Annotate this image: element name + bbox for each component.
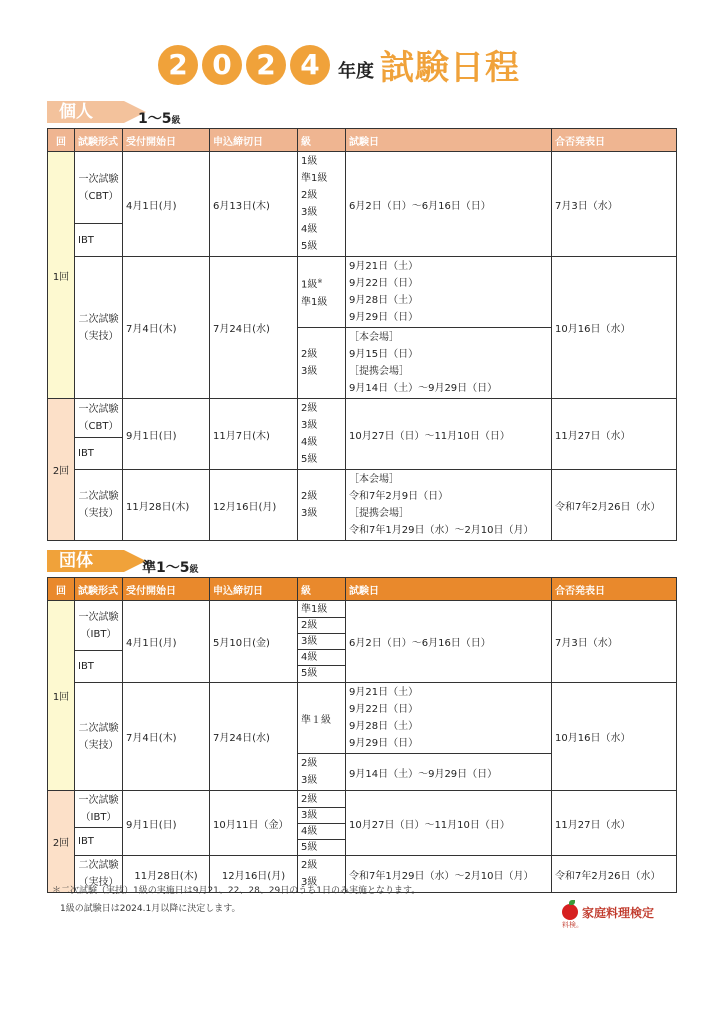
grade-text: 4級 <box>298 650 345 666</box>
col-header: 試験形式 <box>75 578 123 601</box>
result-date-cell: 11月27日（水） <box>552 399 677 470</box>
format-cell: IBT <box>75 438 123 470</box>
group-grade-range <box>142 557 199 577</box>
start-date-cell: 9月1日(日) <box>123 791 210 856</box>
format-cell: IBT <box>75 651 123 683</box>
result-date-cell: 11月27日（水） <box>552 791 677 856</box>
end-date-cell: 6月13日(木) <box>210 152 298 257</box>
end-date-cell: 11月7日(木) <box>210 399 298 470</box>
apple-icon <box>562 904 578 920</box>
grade-range-text: 準1～5 <box>142 560 190 576</box>
table-row <box>48 399 677 438</box>
end-date-cell: 7月24日(水) <box>210 257 298 399</box>
grade-text: 5級 <box>301 668 318 679</box>
result-date-cell: 10月16日（水） <box>552 257 677 399</box>
col-header: 合否発表日 <box>552 129 677 152</box>
title-digit: 2 <box>246 45 286 85</box>
grade-text: 2級 <box>298 618 345 634</box>
format-cell: 二次試験 （実技） <box>75 470 123 541</box>
grade-range-text: 1～5 <box>138 111 172 127</box>
end-date-cell: 7月24日(水) <box>210 683 298 791</box>
title-main: 試験日程 <box>380 48 520 88</box>
start-date-cell: 7月4日(木) <box>123 683 210 791</box>
start-date-cell: 11月28日(木) <box>123 470 210 541</box>
format-cell: 一次試験 （CBT） <box>75 152 123 224</box>
format-cell: 一次試験 （IBT） <box>75 791 123 828</box>
grade-cell: 2級 3級 <box>298 856 346 893</box>
brand-logo <box>560 900 660 930</box>
exam-date-cell: 9月21日（土） 9月22日（日） 9月28日（土） 9月29日（日） <box>346 683 552 754</box>
grade-text: 2級 <box>298 792 345 808</box>
grade-suffix: 級 <box>189 565 199 575</box>
grade-text: 3級 <box>298 808 345 824</box>
result-date-cell: 令和7年2月26日（水） <box>552 470 677 541</box>
table-row <box>48 257 677 328</box>
note-mark: ※ <box>317 278 323 286</box>
result-date-cell: 10月16日（水） <box>552 683 677 791</box>
end-date-cell: 12月16日(月) <box>210 470 298 541</box>
format-cell: IBT <box>75 224 123 257</box>
end-date-cell: 12月16日(月) <box>210 856 298 893</box>
format-cell: 一次試験 （CBT） <box>75 399 123 438</box>
exam-date-cell: 6月2日（日）～6月16日（日） <box>346 152 552 257</box>
table-header-row <box>48 129 677 152</box>
exam-date-cell: ［本会場］ 令和7年2月9日（日） ［提携会場］ 令和7年1月29日（水）～2月10日（月） <box>346 470 552 541</box>
table-row <box>48 152 677 224</box>
exam-date-cell: 10月27日（日）～11月10日（日） <box>346 399 552 470</box>
grade-cell: 1級 準1級 2級 3級 4級 5級 <box>298 152 346 257</box>
table-row <box>48 470 677 541</box>
col-header: 級 <box>298 129 346 152</box>
end-date-cell: 10月11日（金） <box>210 791 298 856</box>
grade-cell: 2級 3級 4級 5級 <box>298 399 346 470</box>
table-row <box>48 683 677 754</box>
grade-cell <box>298 791 346 856</box>
grade-suffix: 級 <box>171 116 181 126</box>
col-header: 試験日 <box>346 129 552 152</box>
individual-grade-range <box>138 108 181 128</box>
exam-date-cell: 9月21日（土） 9月22日（日） 9月28日（土） 9月29日（日） <box>346 257 552 328</box>
start-date-cell: 4月1日(月) <box>123 601 210 683</box>
title-digit: 4 <box>290 45 330 85</box>
format-cell: 一次試験 （IBT） <box>75 601 123 651</box>
table-header-row <box>48 578 677 601</box>
logo-text: 家庭料理検定 <box>582 906 655 920</box>
section-tag-individual: 個人 <box>47 101 124 123</box>
exam-date-cell: 10月27日（日）～11月10日（日） <box>346 791 552 856</box>
footnote-1: ＊二次試験（実技）1級の実施日は9月21、22、28、29日のうち1日のみ実施となります。 <box>52 886 421 896</box>
title-suffix: 年度 <box>338 60 374 82</box>
title-digit: 2 <box>158 45 198 85</box>
format-cell: IBT <box>75 828 123 856</box>
col-header: 受付開始日 <box>123 578 210 601</box>
col-header: 申込締切日 <box>210 578 298 601</box>
start-date-cell: 11月28日(木) <box>123 856 210 893</box>
start-date-cell: 7月4日(木) <box>123 257 210 399</box>
col-header: 試験日 <box>346 578 552 601</box>
col-header: 試験形式 <box>75 129 123 152</box>
start-date-cell: 4月1日(月) <box>123 152 210 257</box>
table-row <box>48 601 677 651</box>
col-header: 合否発表日 <box>552 578 677 601</box>
individual-schedule-table <box>47 128 677 541</box>
grade-cell <box>298 257 346 328</box>
col-header: 回 <box>48 578 75 601</box>
exam-date-cell: 9月14日（土）～9月29日（日） <box>346 754 552 791</box>
grade-cell <box>298 601 346 683</box>
round-cell: 1回 <box>48 601 75 791</box>
logo-sub: 料検。 <box>562 921 583 929</box>
grade-text: 準1級 <box>301 296 328 308</box>
table-row <box>48 791 677 828</box>
round-cell: 2回 <box>48 791 75 893</box>
result-date-cell: 7月3日（水） <box>552 152 677 257</box>
grade-text: 3級 <box>298 634 345 650</box>
result-date-cell: 7月3日（水） <box>552 601 677 683</box>
exam-date-cell: 令和7年1月29日（水）～2月10日（月） <box>346 856 552 893</box>
exam-date-cell: ［本会場］ 9月15日（日） ［提携会場］ 9月14日（土）～9月29日（日） <box>346 328 552 399</box>
result-date-cell: 令和7年2月26日（水） <box>552 856 677 893</box>
col-header: 受付開始日 <box>123 129 210 152</box>
grade-text: 1級 <box>301 279 318 291</box>
exam-date-cell: 6月2日（日）～6月16日（日） <box>346 601 552 683</box>
format-cell: 二次試験 （実技） <box>75 257 123 399</box>
grade-cell: 2級 3級 <box>298 470 346 541</box>
col-header: 級 <box>298 578 346 601</box>
group-schedule-table <box>47 577 677 893</box>
title-digit: 0 <box>202 45 242 85</box>
section-tag-group: 団体 <box>47 550 124 572</box>
grade-cell: 2級 3級 <box>298 754 346 791</box>
grade-cell: 2級 3級 <box>298 328 346 399</box>
grade-text: 準1級 <box>298 602 345 618</box>
round-cell: 2回 <box>48 399 75 541</box>
end-date-cell: 5月10日(金) <box>210 601 298 683</box>
format-cell: 二次試験 （実技） <box>75 683 123 791</box>
format-cell: 二次試験 （実技） <box>75 856 123 893</box>
grade-text: 5級 <box>301 841 318 853</box>
col-header: 回 <box>48 129 75 152</box>
col-header: 申込締切日 <box>210 129 298 152</box>
grade-cell: 準１級 <box>298 683 346 754</box>
page-title <box>158 40 520 89</box>
round-cell: 1回 <box>48 152 75 399</box>
start-date-cell: 9月1日(日) <box>123 399 210 470</box>
footnote-2: 1級の試験日は2024.1月以降に決定します。 <box>60 904 241 914</box>
grade-text: 4級 <box>298 824 345 840</box>
